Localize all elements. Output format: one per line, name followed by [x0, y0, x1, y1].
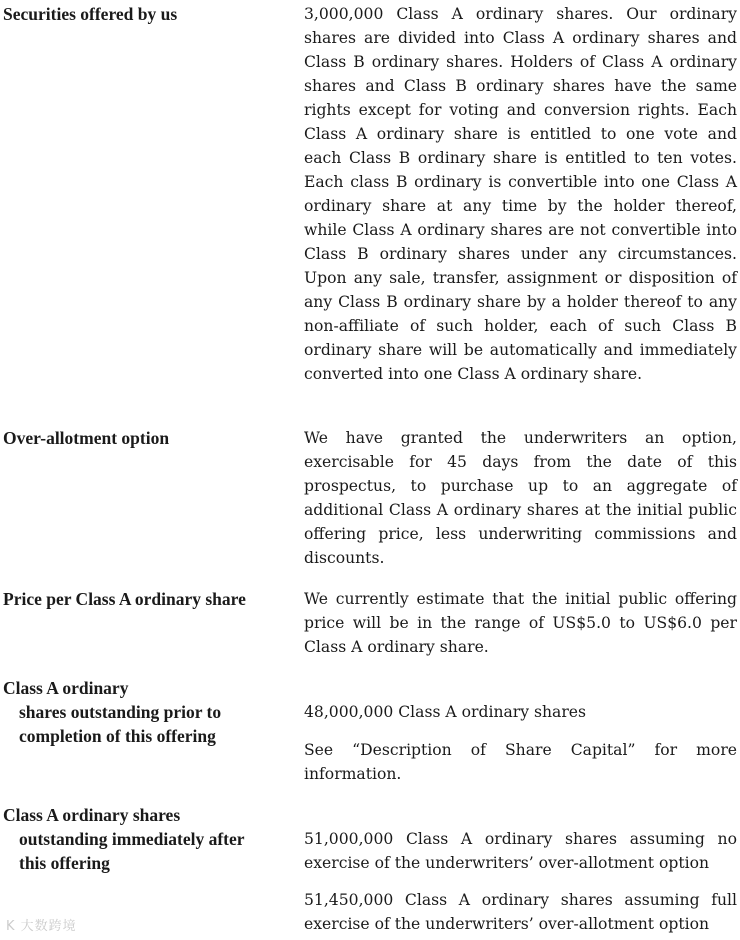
- watermark-logo: K 大数跨境: [6, 919, 77, 934]
- label-price-per-share: [3, 587, 293, 611]
- value-shares-prior: [304, 700, 737, 786]
- value-shares-after: [304, 827, 737, 936]
- value-over-allotment: [304, 426, 737, 570]
- value-price-per-share: [304, 587, 737, 659]
- paragraph: See “Description of Share Capital” for more information.: [304, 741, 737, 783]
- label-line: this offering: [19, 853, 110, 873]
- paragraph: 51,450,000 Class A ordinary shares assuming full exercise of the underwriters’ over-allotment option: [304, 891, 737, 933]
- label-line: Over-allotment option: [3, 428, 170, 448]
- label-line: shares outstanding prior to: [19, 702, 222, 722]
- paragraph: 3,000,000 Class A ordinary shares. Our ordinary shares are divided into Class A ordinary shares and Class B ordinary shares. Holders of Class A ordinary shares and Class B ordinary shares have the same rights except for voting and conversion rights. Each Class A ordinary share is entitled to one vote and each Class B ordinary share is entitled to ten votes. Each class B ordinary is convertible into one Class A ordinary share at any time by the holder thereof, while Class A ordinary shares are not convertible into Class B ordinary shares under any circumstances. Upon any sale, transfer, assignment or disposition of any Class B ordinary share by a holder thereof to any non-affiliate of such holder, each of such Class B ordinary share will be automatically and immediately converted into one Class A ordinary share.: [304, 5, 737, 383]
- label-line: Class A ordinary shares: [3, 805, 181, 825]
- label-over-allotment: [3, 426, 293, 450]
- label-line: completion of this offering: [19, 726, 216, 746]
- paragraph: 51,000,000 Class A ordinary shares assuming no exercise of the underwriters’ over-allotment option: [304, 830, 737, 872]
- paragraph: 48,000,000 Class A ordinary shares: [304, 703, 587, 721]
- value-securities-offered: [304, 2, 737, 386]
- label-line: Class A ordinary: [3, 678, 129, 698]
- label-line: Securities offered by us: [3, 4, 178, 24]
- label-shares-after: [3, 803, 293, 875]
- label-shares-prior: [3, 676, 293, 748]
- paragraph: We currently estimate that the initial public offering price will be in the range of US$5.0 to US$6.0 per Class A ordinary share.: [304, 590, 737, 656]
- label-line: Price per Class A ordinary share: [3, 589, 246, 609]
- label-line: outstanding immediately after: [19, 829, 245, 849]
- paragraph: We have granted the underwriters an option, exercisable for 45 days from the date of this prospectus, to purchase up to an aggregate of additional Class A ordinary shares at the initial public offering price, less underwriting commissions and discounts.: [304, 429, 737, 567]
- label-securities-offered: [3, 2, 293, 26]
